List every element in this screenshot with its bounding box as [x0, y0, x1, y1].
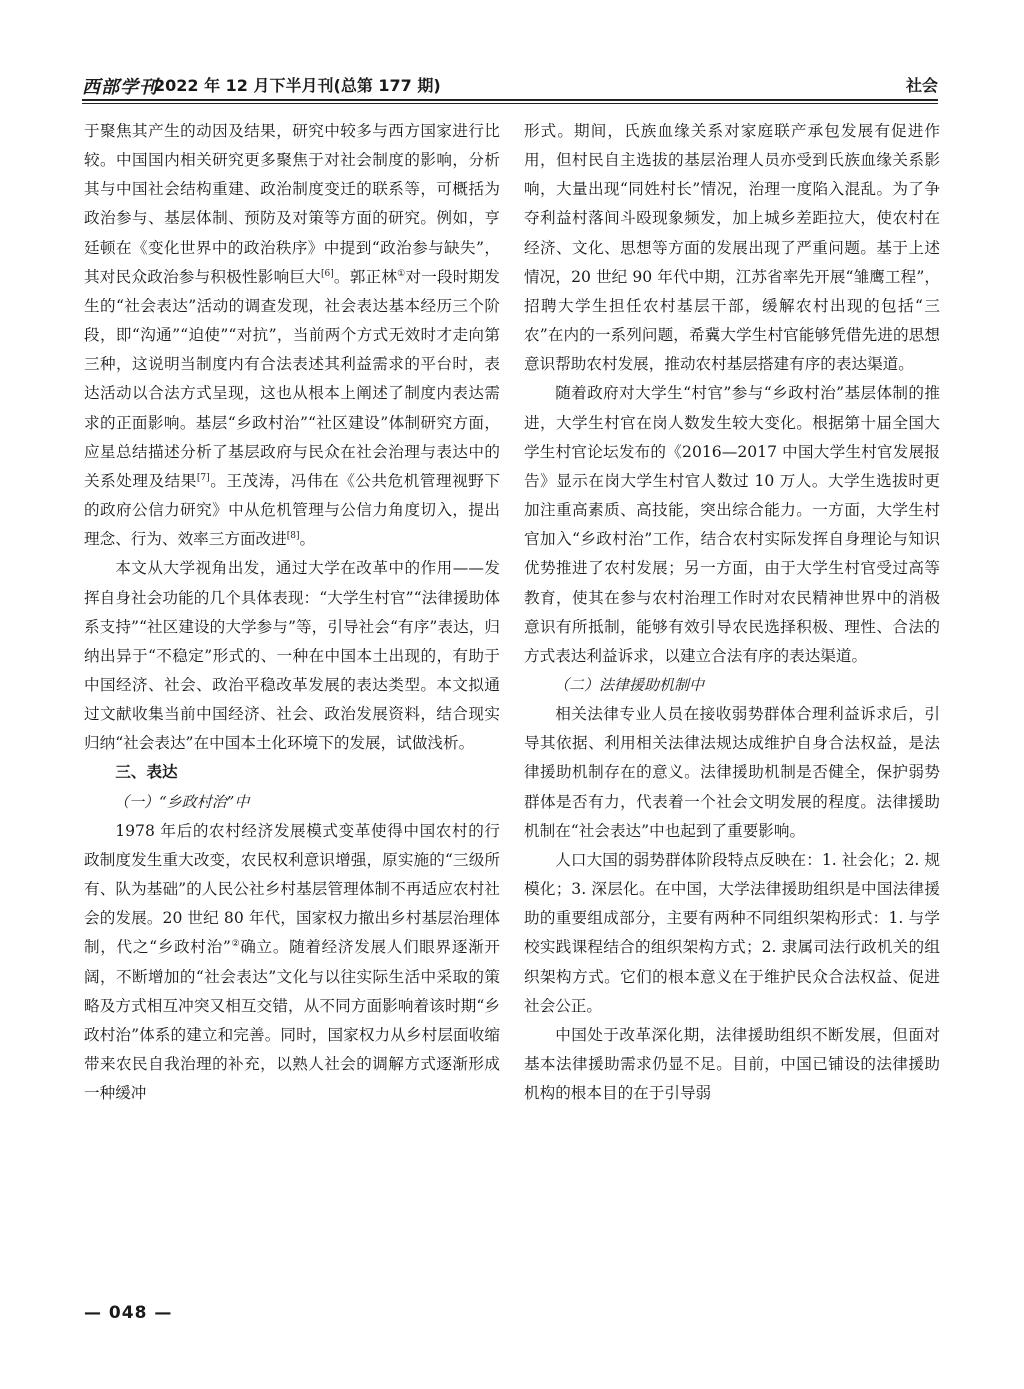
citation-ref: [8]	[286, 531, 300, 541]
footnote-mark: ②	[230, 939, 241, 950]
header-rule-thin	[82, 103, 938, 104]
issue-info: 2022 年 12 月下半月刊(总第 177 期)	[154, 76, 441, 95]
footnote-mark: ①	[397, 268, 406, 279]
citation-ref: [6]	[320, 268, 334, 279]
paragraph: 形式。期间，氏族血缘关系对家庭联产承包发展有促进作用，但村民自主选拔的基层治理人员亦受到氏族血缘关系影响，大量出现“同姓村长”情况，治理一度陷入混乱。为了争夺利益村落间斗殴现象频发，加上城乡差距拉大，使农村在经济、文化、思想等方面的发展出现了严重问题。基于上述情况，20 世纪 90 年代中期，江苏省率先开展“雏鹰工程”，招聘大学生担任农村基层干部，缓解农村出现的包括“三农”在内的一系列问题，希冀大学生村官能够凭借先进的思想意识帮助农村发展，推动农村基层搭建有序的表达渠道。	[524, 122, 940, 374]
paragraph: 人口大国的弱势群体阶段特点反映在：1. 社会化；2. 规模化；3. 深层化。在中国，大学法律援助组织是中国法律援助的重要组成部分，主要有两种不同组织架构形式：1. 与学校实践课程结合的组织架构方式；2. 隶属司法行政机关的组织架构方式。它们的根本意义在于维护民众合法权益、促进社会公正。	[524, 850, 940, 1015]
subsection-heading: （一）“乡政村治”中	[114, 792, 250, 811]
running-header	[82, 70, 938, 100]
journal-logo: 西部学刊	[82, 77, 158, 98]
citation-ref: [7]	[196, 472, 210, 483]
page-number: — 048 —	[84, 1303, 173, 1323]
left-column	[84, 117, 500, 1292]
paragraph: 本文从大学视角出发，通过大学在改革中的作用——发挥自身社会功能的几个具体表现：“大学生村官”“法律援助体系支持”“社区建设的大学参与”等，引导社会“有序”表达，归纳出异于“不稳定”形式的、一种在中国本土出现的，有助于中国经济、社会、政治平稳改革发展的表达类型。本文拟通过文献收集当前中国经济、社会、政治发展资料，结合现实归纳“社会表达”在中国本土化环境下的发展，试做浅析。	[84, 559, 500, 753]
paragraph: 于聚焦其产生的动因及结果，研究中较多与西方国家进行比较。中国国内相关研究更多聚焦于对社会制度的影响，分析其与中国社会结构重建、政治制度变迁的联系等，可概括为政治参与、基层体制、预防及对策等方面的研究。例如，亨廷顿在《变化世界中的政治秩序》中提到“政治参与缺失”，其对民众政治参与积极性影响巨大[6]。郭正林①对一段时期发生的“社会表达”活动的调查发现，社会表达基本经历三个阶段，即“沟通”“迫使”“对抗”，当前两个方式无效时才走向第三种，这说明当制度内有合法表述其利益需求的平台时，表达活动以合法方式呈现，这也从根本上阐述了制度内表达需求的正面影响。基层“乡政村治”“社区建设”体制研究方面，应星总结描述分析了基层政府与民众在社会治理与表达中的关系处理及结果[7]。王茂涛，冯伟在《公共危机管理视野下的政府公信力研究》中从危机管理与公信力角度切入，提出理念、行为、效率三方面改进[8]。	[84, 122, 500, 549]
paragraph: 随着政府对大学生“村官”参与“乡政村治”基层体制的推进，大学生村官在岗人数发生较大变化。根据第十届全国大学生村官论坛发布的《2016—2017 中国大学生村官发展报告》显示在岗大学生村官人数过 10 万人。大学生选拔时更加注重高素质、高技能，突出综合能力。一方面，大学生村官加入“乡政村治”工作，结合农村实际发挥自身理论与知识优势推进了农村发展；另一方面，由于大学生村官受过高等教育，使其在参与农村治理工作时对农民精神世界中的消极意识有所抵制，能够有效引导农民选择积极、理性、合法的方式表达利益诉求，以建立合法有序的表达渠道。	[524, 384, 940, 665]
section-label: 社会	[905, 76, 938, 95]
paragraph: 中国处于改革深化期，法律援助组织不断发展，但面对基本法律援助需求仍显不足。目前，中国已铺设的法律援助机构的根本目的在于引导弱	[524, 1025, 940, 1103]
subsection-heading: （二）法律援助机制中	[554, 675, 705, 694]
header-rule	[82, 99, 938, 101]
section-heading: 三、表达	[115, 763, 178, 782]
paragraph: 1978 年后的农村经济发展模式变革使得中国农村的行政制度发生重大改变，农民权利意识增强，原实施的“三级所有、队为基础”的人民公社乡村基层管理体制不再适应农村社会的发展。20 世纪 80 年代，国家权力撤出乡村基层治理体制，代之“乡政村治”②确立。随着经济发展人们眼界逐渐开阔，不断增加的“社会表达”文化与以往实际生活中采取的策略及方式相互冲突又相互交错，从不同方面影响着该时期“乡政村治”体系的建立和完善。同时，国家权力从乡村层面收缩带来农民自我治理的补充，以熟人社会的调解方式逐渐形成一种缓冲	[84, 821, 500, 1103]
paragraph: 相关法律专业人员在接收弱势群体合理利益诉求后，引导其依据、利用相关法律法规达成维护自身合法权益，是法律援助机制存在的意义。法律援助机制是否健全，保护弱势群体是否有力，代表着一个社会文明发展的程度。法律援助机制在“社会表达”中也起到了重要影响。	[524, 705, 940, 840]
right-column	[524, 117, 940, 1292]
